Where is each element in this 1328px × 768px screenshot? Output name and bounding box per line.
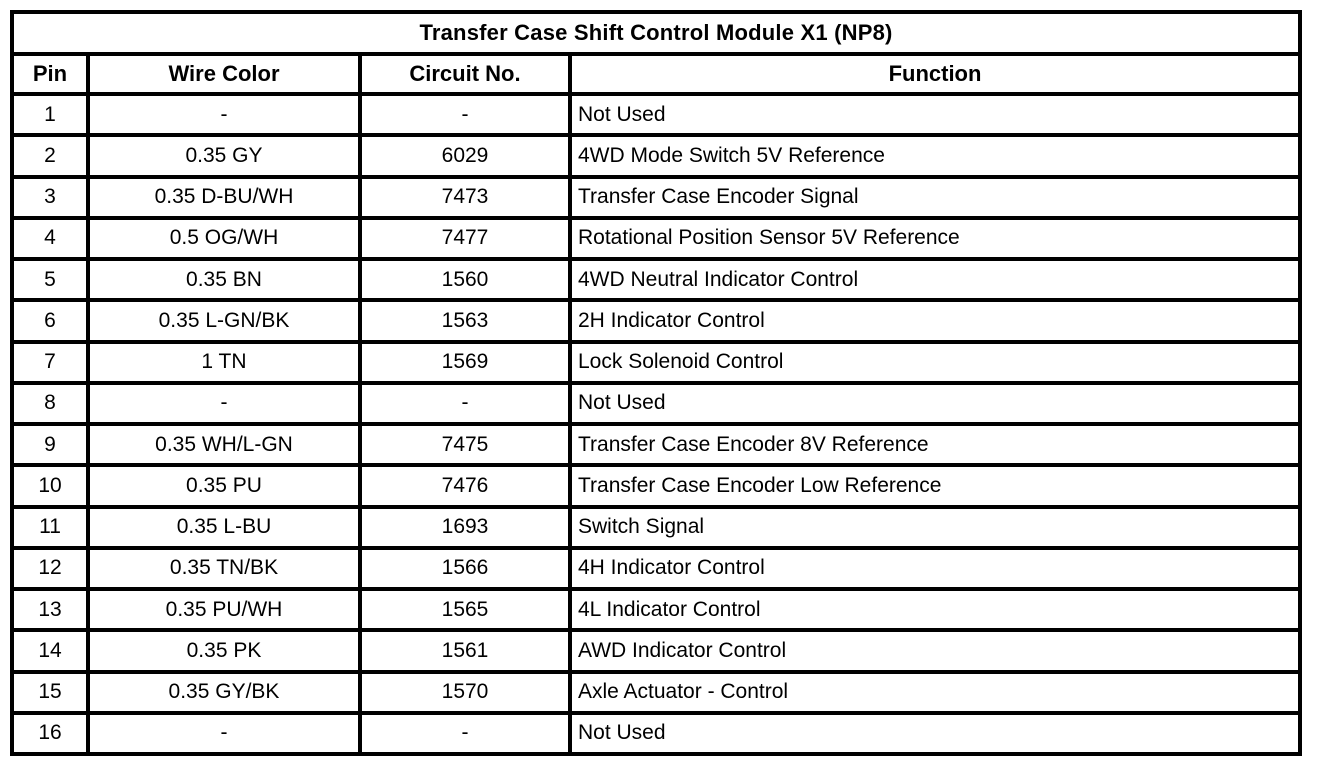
pin-cell: 16 (12, 713, 88, 754)
table-title: Transfer Case Shift Control Module X1 (NP8) (12, 12, 1300, 54)
function-cell: Switch Signal (570, 507, 1300, 548)
function-cell: Transfer Case Encoder Signal (570, 177, 1300, 218)
circuit-no-cell: 1570 (360, 672, 570, 713)
pin-cell: 2 (12, 135, 88, 176)
function-cell: Not Used (570, 383, 1300, 424)
wire-color-cell: 0.35 WH/L-GN (88, 424, 360, 465)
pin-cell: 8 (12, 383, 88, 424)
wire-color-cell: 0.35 PU (88, 465, 360, 506)
table-row (12, 177, 1300, 218)
table-row (12, 548, 1300, 589)
wire-color-cell: 0.35 PK (88, 630, 360, 671)
circuit-no-cell: 1569 (360, 342, 570, 383)
circuit-no-cell: 1566 (360, 548, 570, 589)
circuit-no-cell: - (360, 713, 570, 754)
circuit-no-cell: 7476 (360, 465, 570, 506)
table-header-row (12, 54, 1300, 94)
circuit-no-cell: 7475 (360, 424, 570, 465)
wire-color-cell: 0.5 OG/WH (88, 218, 360, 259)
table-row (12, 589, 1300, 630)
function-cell: 4L Indicator Control (570, 589, 1300, 630)
pin-cell: 7 (12, 342, 88, 383)
function-cell: 4H Indicator Control (570, 548, 1300, 589)
wire-color-cell: 0.35 D-BU/WH (88, 177, 360, 218)
wire-color-cell: 0.35 GY/BK (88, 672, 360, 713)
column-header-pin: Pin (12, 54, 88, 94)
table-body (12, 94, 1300, 754)
table-row (12, 465, 1300, 506)
column-header-circuit-no: Circuit No. (360, 54, 570, 94)
wire-color-cell: 0.35 TN/BK (88, 548, 360, 589)
table-row (12, 383, 1300, 424)
circuit-no-cell: 6029 (360, 135, 570, 176)
wire-color-cell: - (88, 383, 360, 424)
table-row (12, 507, 1300, 548)
circuit-no-cell: 7473 (360, 177, 570, 218)
pinout-table (10, 10, 1302, 756)
pin-cell: 9 (12, 424, 88, 465)
circuit-no-cell: 1693 (360, 507, 570, 548)
circuit-no-cell: 1561 (360, 630, 570, 671)
table-row (12, 342, 1300, 383)
pin-cell: 6 (12, 300, 88, 341)
function-cell: Transfer Case Encoder 8V Reference (570, 424, 1300, 465)
wire-color-cell: - (88, 94, 360, 135)
function-cell: Transfer Case Encoder Low Reference (570, 465, 1300, 506)
table-row (12, 630, 1300, 671)
circuit-no-cell: 1565 (360, 589, 570, 630)
table-row (12, 218, 1300, 259)
pin-cell: 12 (12, 548, 88, 589)
column-header-wire-color: Wire Color (88, 54, 360, 94)
function-cell: 4WD Neutral Indicator Control (570, 259, 1300, 300)
function-cell: Not Used (570, 94, 1300, 135)
function-cell: 4WD Mode Switch 5V Reference (570, 135, 1300, 176)
pin-cell: 11 (12, 507, 88, 548)
pin-cell: 4 (12, 218, 88, 259)
pin-cell: 15 (12, 672, 88, 713)
wire-color-cell: 0.35 GY (88, 135, 360, 176)
table-row (12, 135, 1300, 176)
circuit-no-cell: - (360, 94, 570, 135)
function-cell: Lock Solenoid Control (570, 342, 1300, 383)
table-row (12, 259, 1300, 300)
pin-cell: 3 (12, 177, 88, 218)
circuit-no-cell: 1563 (360, 300, 570, 341)
function-cell: Rotational Position Sensor 5V Reference (570, 218, 1300, 259)
table-row (12, 672, 1300, 713)
pin-cell: 13 (12, 589, 88, 630)
pin-cell: 14 (12, 630, 88, 671)
wire-color-cell: 0.35 PU/WH (88, 589, 360, 630)
wire-color-cell: 0.35 L-BU (88, 507, 360, 548)
table-row (12, 713, 1300, 754)
function-cell: 2H Indicator Control (570, 300, 1300, 341)
table-row (12, 424, 1300, 465)
pin-cell: 5 (12, 259, 88, 300)
wire-color-cell: - (88, 713, 360, 754)
table-row (12, 94, 1300, 135)
wire-color-cell: 0.35 BN (88, 259, 360, 300)
pin-cell: 10 (12, 465, 88, 506)
function-cell: AWD Indicator Control (570, 630, 1300, 671)
circuit-no-cell: 7477 (360, 218, 570, 259)
wire-color-cell: 0.35 L-GN/BK (88, 300, 360, 341)
table-row (12, 300, 1300, 341)
pin-cell: 1 (12, 94, 88, 135)
wire-color-cell: 1 TN (88, 342, 360, 383)
circuit-no-cell: 1560 (360, 259, 570, 300)
function-cell: Axle Actuator - Control (570, 672, 1300, 713)
table-title-row (12, 12, 1300, 54)
column-header-function: Function (570, 54, 1300, 94)
circuit-no-cell: - (360, 383, 570, 424)
function-cell: Not Used (570, 713, 1300, 754)
